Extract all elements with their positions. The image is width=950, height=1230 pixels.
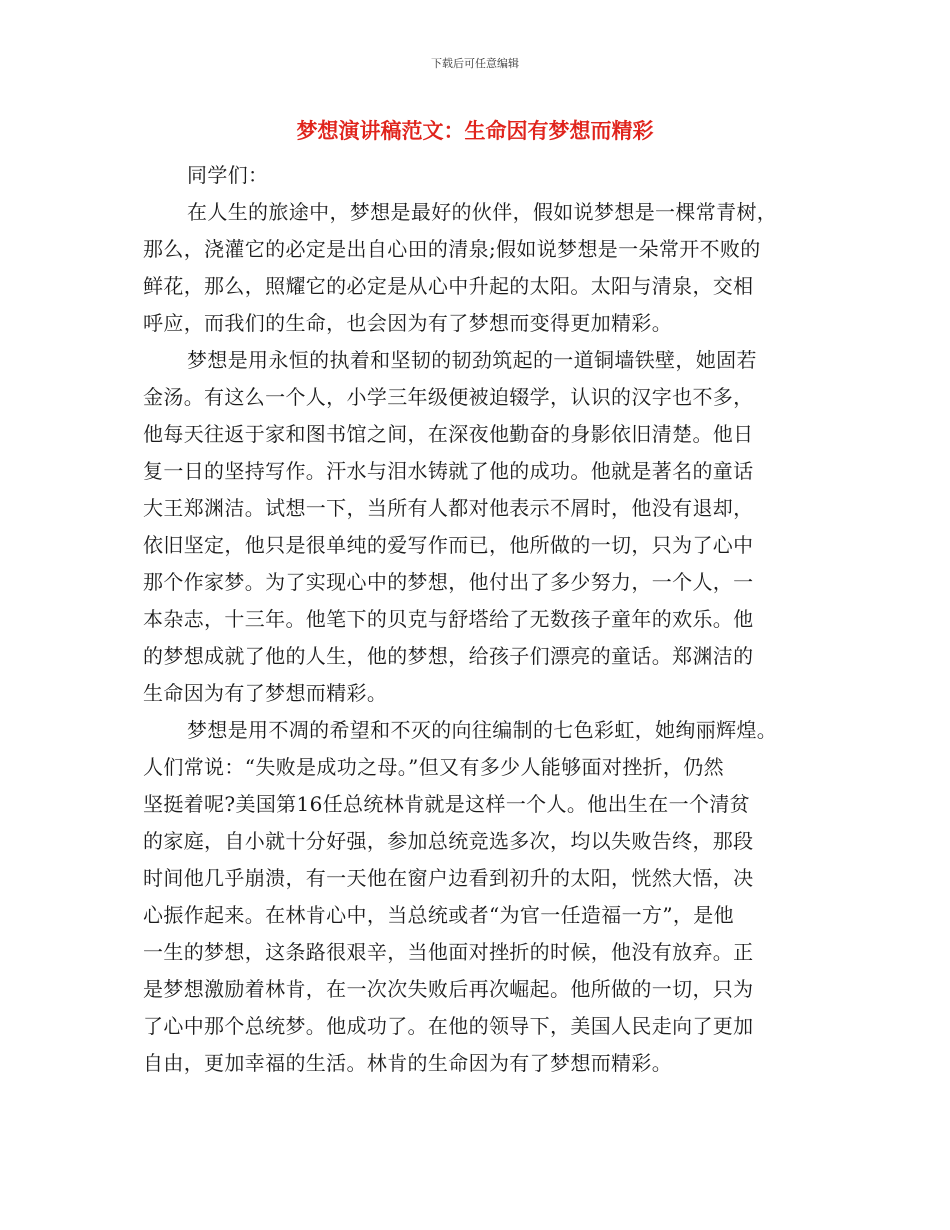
text-line: 了心中那个总统梦。他成功了。在他的领导下，美国人民走向了更加 xyxy=(143,1014,754,1038)
greeting: 同学们： xyxy=(187,163,269,187)
text-line: 在人生的旅途中，梦想是最好的伙伴，假如说梦想是一棵常青树， xyxy=(187,200,778,224)
text-line: 时间他几乎崩溃，有一天他在窗户边看到初升的太阳，恍然大悟，决 xyxy=(143,866,754,890)
body-text xyxy=(143,194,807,1082)
text-line: 依旧坚定，他只是很单纯的爱写作而已，他所做的一切，只为了心中 xyxy=(143,533,754,557)
text-line: 是梦想激励着林肯，在一次次失败后再次崛起。他所做的一切，只为 xyxy=(143,977,754,1001)
text-line: 一生的梦想，这条路很艰辛，当他面对挫折的时候，他没有放弃。正 xyxy=(143,940,754,964)
text-line: 大王郑渊洁。试想一下，当所有人都对他表示不屑时，他没有退却， xyxy=(143,496,754,520)
text-line: 他每天往返于家和图书馆之间，在深夜他勤奋的身影依旧清楚。他日 xyxy=(143,422,754,446)
page-header: 下载后可任意编辑 xyxy=(431,57,519,70)
text-line: 呼应，而我们的生命，也会因为有了梦想而变得更加精彩。 xyxy=(143,311,673,335)
text-line: 的梦想成就了他的人生，他的梦想，给孩子们漂亮的童话。郑渊洁的 xyxy=(143,644,754,668)
text-line: 复一日的坚持写作。汗水与泪水铸就了他的成功。他就是著名的童话 xyxy=(143,459,754,483)
text-line: 人们常说：“失败是成功之母。”但又有多少人能够面对挫折，仍然 xyxy=(143,755,724,779)
text-line: 那么，浇灌它的必定是出自心田的清泉;假如说梦想是一朵常开不败的 xyxy=(143,237,761,261)
text-line: 金汤。有这么一个人，小学三年级便被迫辍学，认识的汉字也不多， xyxy=(143,385,754,409)
text-line: 生命因为有了梦想而精彩。 xyxy=(143,681,388,705)
text-line: 本杂志，十三年。他笔下的贝克与舒塔给了无数孩子童年的欢乐。他 xyxy=(143,607,754,631)
text-line: 自由，更加幸福的生活。林肯的生命因为有了梦想而精彩。 xyxy=(143,1051,673,1075)
text-line: 梦想是用不凋的希望和不灭的向往编制的七色彩虹，她绚丽辉煌。 xyxy=(187,718,778,742)
document-title: 梦想演讲稿范文：生命因有梦想而精彩 xyxy=(296,119,654,143)
text-line: 心振作起来。在林肯心中，当总统或者“为官一任造福一方”，是他 xyxy=(143,903,734,927)
text-line: 那个作家梦。为了实现心中的梦想，他付出了多少努力，一个人，一 xyxy=(143,570,754,594)
text-line: 鲜花，那么，照耀它的必定是从心中升起的太阳。太阳与清泉，交相 xyxy=(143,274,754,298)
text-line: 的家庭，自小就十分好强，参加总统竞选多次，均以失败告终，那段 xyxy=(143,829,754,853)
text-line: 梦想是用永恒的执着和坚韧的韧劲筑起的一道铜墙铁壁，她固若 xyxy=(187,348,757,372)
document-body xyxy=(143,157,807,1082)
text-line: 坚挺着呢?美国第16任总统林肯就是这样一个人。他出生在一个清贫 xyxy=(143,792,751,816)
